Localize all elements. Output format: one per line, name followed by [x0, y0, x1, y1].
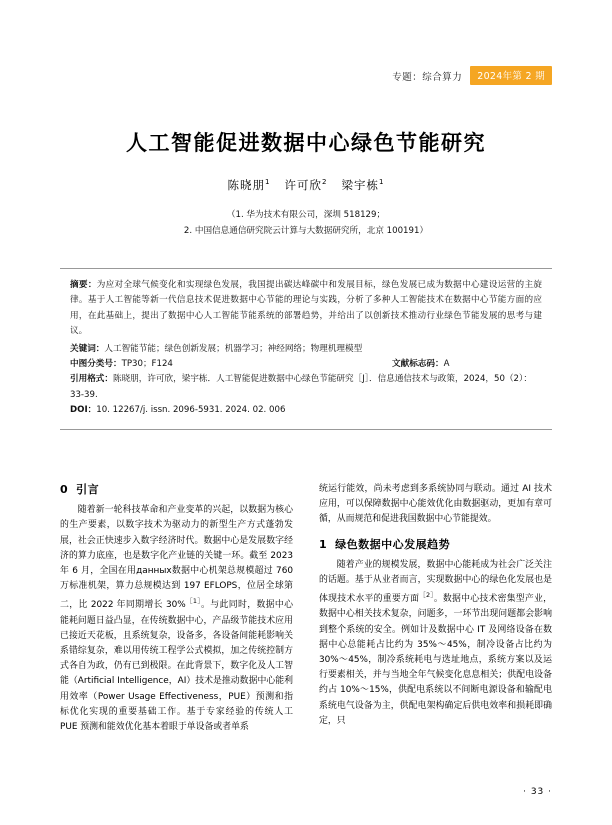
author-sup-3: 1: [378, 178, 385, 187]
section-heading-intro: [60, 482, 293, 497]
reference-marker-2: ［2］: [419, 591, 434, 600]
section-heading-1: [319, 537, 552, 552]
intro-text-2: 。与此同时，数据中心能耗问题日益凸显，在传统数据中心，产品级节能技术应用已接近天花板，且系统复杂，设备多，各设备间能耗影响关系错综复杂，难以用传统工程学公式模拟，加之传统控制方式各自为政，仍有已到极限。在此背景下，数字化及人工智能（Artificial Intelligence，AI）技术是推动数据中心能利用效率（Power Usage Effectiveness，PUE）预测和指标优化实现的重要基础工作。基于专家经验的传统人工 PUE 预测和能效优化基本着眼于单设备或者单系: [60, 600, 294, 733]
column-right: [319, 482, 552, 782]
abstract-text: 为应对全球气候变化和实现绿色发展，我国提出碳达峰碳中和发展目标，绿色发展已成为数据中心建设运营的主旋律。基于人工智能等新一代信息技术促进数据中心节能的理论与实践，分析了多种人工智能技术在数据中心节能方面的应用，在此基础上，提出了数据中心人工智能节能系统的部署趋势，并给出了以创新技术推动行业绿色节能发展的思考与建议。: [70, 280, 542, 337]
citation-text: 陈晓朋，许可欣，梁宇栋．人工智能促进数据中心绿色节能研究［J］．信息通信技术与政策，2024，50（2）：33-39.: [70, 374, 532, 400]
header-issue-badge: 2024年第 2 期: [470, 66, 552, 85]
doc-code-label: 文献标志码：: [392, 359, 444, 370]
citation-label: 引用格式：: [70, 374, 113, 385]
abstract-label: 摘要：: [70, 280, 97, 290]
section1-paragraph-1: [319, 558, 552, 729]
clc-label: 中图分类号：: [70, 359, 122, 370]
classification-line: [70, 357, 542, 372]
section-number-1: 1: [319, 537, 328, 551]
affiliation-line-1: （1. 华为技术有限公司，深圳 518129；: [226, 210, 386, 220]
citation-line: [70, 372, 542, 403]
author-list: [0, 177, 612, 193]
section-title-intro: 引言: [76, 483, 100, 496]
section-number-intro: 0: [60, 483, 69, 496]
doi-line: [70, 403, 542, 418]
section1-text-1: 随着产业的规模发展，数据中心能耗成为社会广泛关注的话题。基于从业者而言，实现数据中心的绿色化发展也是体现技术水平的重要方面: [319, 559, 552, 605]
abstract-paragraph: [70, 278, 542, 340]
body-columns: [60, 482, 552, 782]
keywords-text: 人工智能节能；绿色创新发展；机器学习；神经网络；物理机理模型: [104, 343, 363, 354]
author-name-1: 陈晓朋: [227, 178, 266, 192]
doi-label: DOI：: [70, 405, 97, 416]
abstract-box: [60, 268, 552, 430]
doc-code-value: A: [443, 359, 450, 370]
keywords-line: [70, 342, 542, 357]
section1-text-2: 。数据中心技术密集型产业，数据中心相关技术复杂，问题多，一环节出现问题都会影响到整个系统的安全。例如计及数据中心 IT 及网络设备在数据中心总能耗占比约为 35%～45%，制冷设备占比约为 30%～45%，制冷系统耗电与选址地点，系统方案以及运行要素相关，并与当地全年气候变化息息相关；供配电设备约占 10%～15%，供配电系统以不间断电源设备和输配电系统电气设备为主，供配电架构确定后供电效率和损耗即确定，只: [319, 594, 553, 726]
intro-paragraph-1: [60, 503, 293, 735]
column-left: [60, 482, 293, 782]
intro-text-1: 随着新一轮科技革命和产业变革的兴起，以数据为核心的生产要素，以数字技术为驱动力的新型生产方式蓬勃发展，社会正快速步入数字经济时代。数据中心是发展数字经济的算力底座，也是数字化产业链的关键一环。截至 2023 年 6 月，全国在用данных数据中心机架总规模超过 760 万标准机架，算力总规模达到 197 EFLOPS，位居全球第二，比 2022 年同期增长 30%: [60, 505, 293, 611]
affiliation-line-2: 2. 中国信息通信研究院云计算与大数据研究所，北京 100191）: [183, 226, 429, 236]
author-sup-1: 1: [265, 178, 271, 187]
keywords-label: 关键词：: [70, 343, 105, 354]
author-name-2: 许可欣: [284, 178, 323, 192]
page-number: · 33 ·: [523, 787, 552, 797]
affiliations: [0, 207, 612, 239]
clc-value: TP30；F124: [121, 359, 173, 370]
author-name-3: 梁宇栋: [341, 178, 379, 192]
header-topic: 专题：综合算力: [392, 71, 463, 83]
intro-continued: 统运行能效，尚未考虑到多系统协同与联动。通过 AI 技术应用，可以保障数据中心能效优化由数据驱动，更加有章可循，从而规范和促进我国数据中心节能提效。: [319, 484, 552, 525]
page-header: [392, 66, 552, 85]
section-title-1: 绿色数据中心发展趋势: [335, 537, 451, 551]
reference-marker-1: ［1］: [185, 597, 202, 606]
author-sup-2: 2: [322, 178, 328, 187]
doi-value: 10. 12267/j. issn. 2096-5931. 2024. 02. 006: [96, 405, 286, 416]
page-title: 人工智能促进数据中心绿色节能研究: [126, 131, 486, 155]
